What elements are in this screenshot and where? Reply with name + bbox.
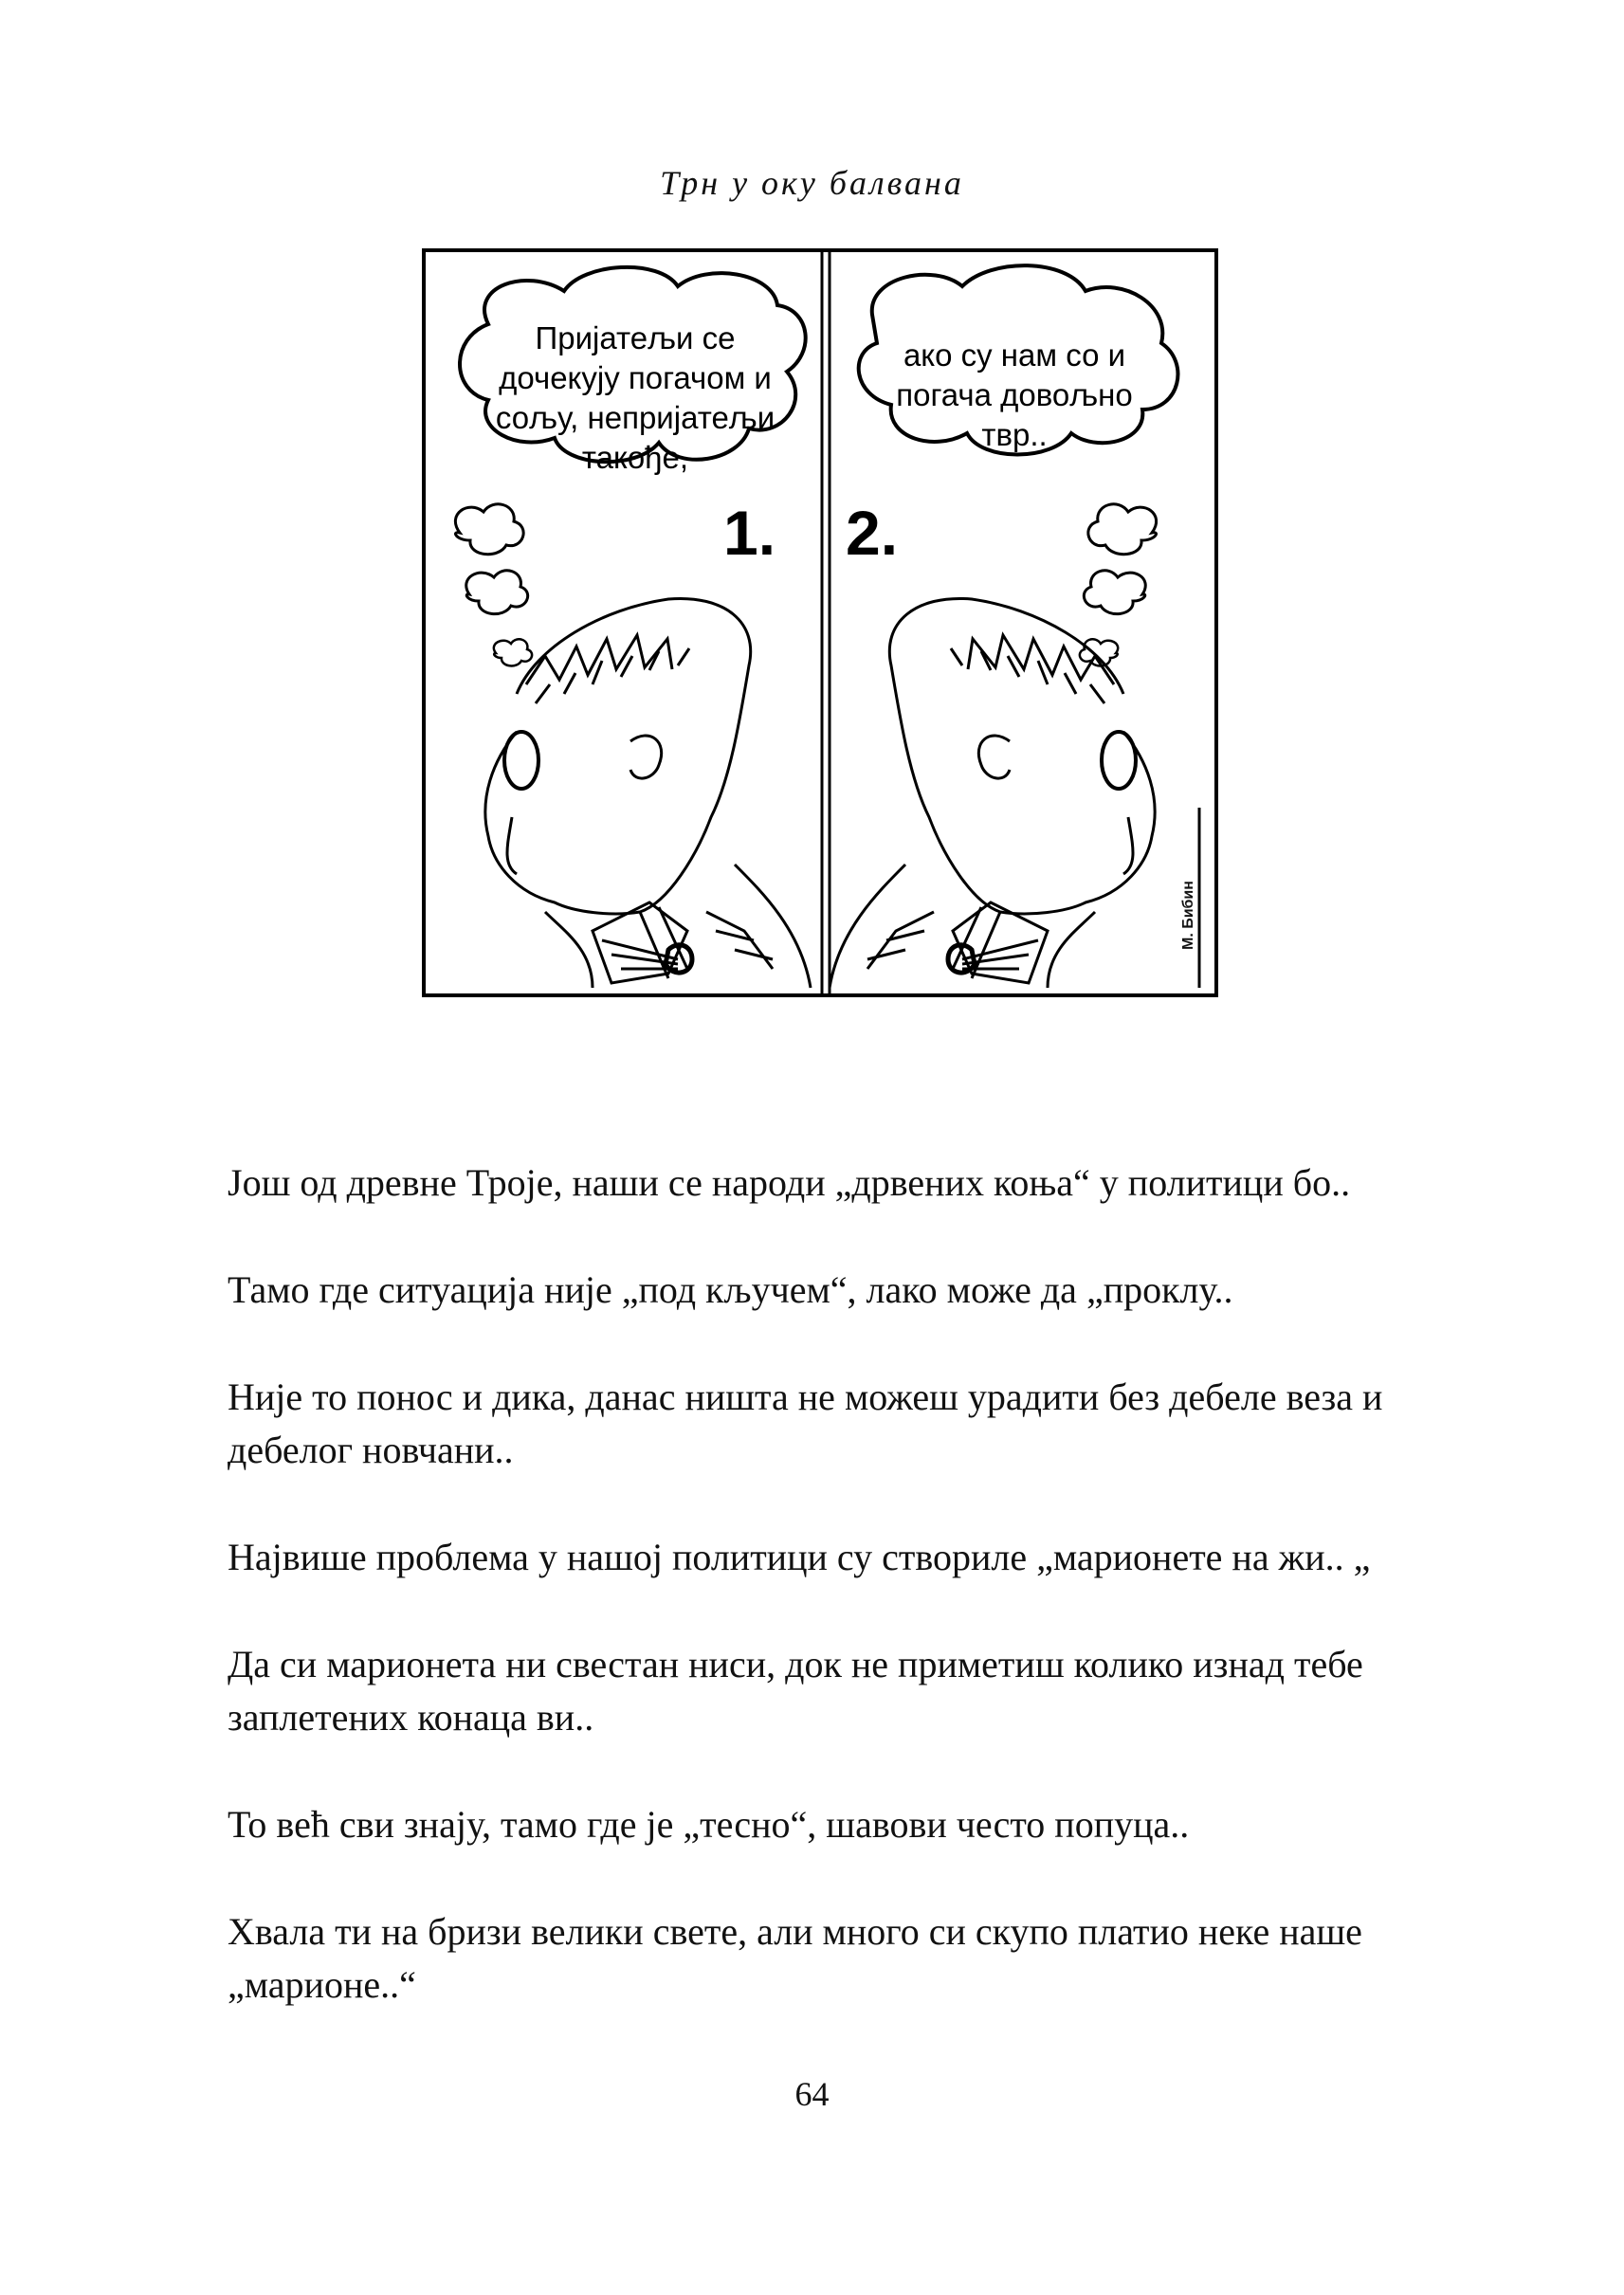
body-text <box>228 1157 1441 2066</box>
paragraph: Да си марионета ни свестан ниси, док не приметиш колико изнад тебе заплетених конаца ви.. <box>228 1643 1363 1739</box>
paragraph: То већ сви знају, тамо где је „тесно“, шавови често попуца.. <box>228 1803 1190 1846</box>
paragraph: Још од древне Троје, наши се народи „дрвених коња“ у политици бо.. <box>228 1161 1351 1204</box>
paragraph: Хвала ти на бризи велики свете, али много си скупо платио неке наше „марионе..“ <box>228 1910 1362 2006</box>
bubble-text-panel-2: ако су нам со и погача довољно твр.. <box>896 337 1133 452</box>
character-left <box>485 598 811 988</box>
cartoon-signature: М. Бибин <box>1180 881 1196 950</box>
paragraph: Тамо где ситуација није „под кључем“, лако може да „проклу.. <box>228 1268 1233 1311</box>
panel-number-2: 2. <box>846 498 899 568</box>
paragraph: Највише проблема у нашој политици су створиле „марионете на жи.. „ <box>228 1536 1371 1578</box>
page-number: 64 <box>794 2075 830 2113</box>
running-title: Трн у оку балвана <box>660 164 964 202</box>
paragraph: Није то понос и дика, данас ништа не можеш урадити без дебеле веза и дебелог новчани.. <box>228 1375 1383 1471</box>
panel-number-1: 1. <box>723 498 776 568</box>
bubble-text-panel-1: Пријатељи се дочекују погачом и сољу, непријатељи такође, <box>495 320 776 475</box>
cartoon <box>422 248 1218 997</box>
